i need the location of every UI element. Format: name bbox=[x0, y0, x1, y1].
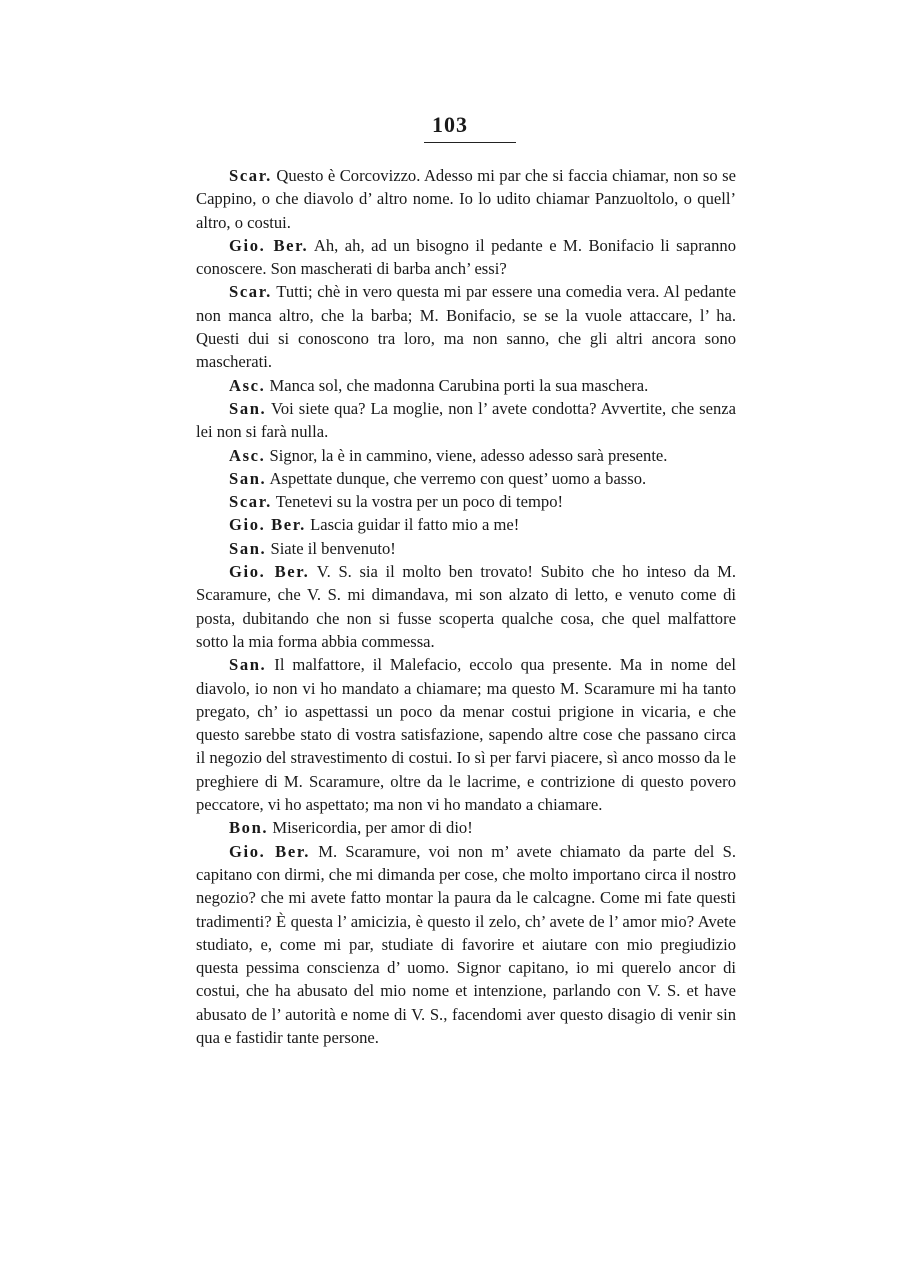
dialogue-text: Lascia guidar il fatto mio a me! bbox=[310, 515, 520, 535]
dialogue-text: M. Scaramure, voi non m’ avete chiamato da parte del S. capitano con dirmi, che mi dimanda per cose, che molto importano circa il nostro negozio? che mi avete fatto montar la paura da le calcagne. Come mi fate questi tradimenti? È questa l’ amicizia, è questo il zelo, ch’ avete de l’ amor mio? Avete studiato, e, come mi par, studiate di favorire et aiutare con mio pregiudizio questa pessima conscienza d’ uomo. Signor capitano, io mi querelo ancor di costui, che ha abusato del mio nome et intenzione, parlando con V. S. et have abusato de l’ autorità e nome di V. S., facendomi aver questo disagio di venir sin qua e fastidir tante persone. bbox=[196, 841, 736, 1047]
dialogue-paragraph bbox=[196, 374, 736, 397]
speaker-name: Gio. Ber. bbox=[229, 515, 306, 535]
dialogue-text: Manca sol, che madonna Carubina porti la sua maschera. bbox=[269, 375, 649, 395]
dialogue-text: Ah, ah, ad un bisogno il pedante e M. Bonifacio li sapranno conoscere. Son mascherati di barba anch’ essi? bbox=[196, 235, 737, 279]
dialogue-paragraph bbox=[196, 280, 736, 373]
dialogue-paragraph bbox=[196, 560, 736, 653]
page-number: 103 bbox=[432, 112, 468, 137]
dialogue-paragraph bbox=[196, 840, 736, 1050]
speaker-name: Asc. bbox=[229, 445, 266, 465]
dialogue-paragraph bbox=[196, 537, 736, 560]
dialogue-text: Questo è Corcovizzo. Adesso mi par che si faccia chiamar, non so se Cappino, o che diavolo d’ altro nome. Io lo udito chiamar Panzuoltolo, o quell’ altro, o costui. bbox=[196, 166, 736, 232]
speaker-name: San. bbox=[229, 655, 267, 675]
dialogue-paragraph bbox=[196, 164, 736, 234]
speaker-name: San. bbox=[229, 398, 267, 418]
dialogue-paragraph bbox=[196, 513, 736, 536]
speaker-name: Scar. bbox=[229, 166, 272, 185]
dialogue-text: Tutti; chè in vero questa mi par essere una comedia vera. Al pedante non manca altro, che la barba; M. Bonifacio, se se la vuole attaccare, l’ ha. Questi dui si conoscono tra loro, ma non sanno, che gli altri ancora sono mascherati. bbox=[196, 282, 736, 372]
dialogue-text: Voi siete qua? La moglie, non l’ avete condotta? Avvertite, che senza lei non si farà nulla. bbox=[196, 398, 736, 442]
dialogue-paragraph bbox=[196, 653, 736, 816]
dialogue-text: Misericordia, per amor di dio! bbox=[272, 818, 473, 838]
dialogue-paragraph bbox=[196, 444, 736, 467]
speaker-name: Gio. Ber. bbox=[229, 235, 309, 255]
dialogue-paragraph bbox=[196, 490, 736, 513]
dialogue-text: Il malfattore, il Malefacio, eccolo qua presente. Ma in nome del diavolo, io non vi ho mandato a chiamare; ma questo M. Scaramure mi ha tanto pregato, ch’ io aspettassi un poco da menar costui prigione in vicaria, e che questo sarebbe stato di vostra satisfazione, sapendo altre cose che passano circa il negozio del stravestimento di costui. Io sì per farvi piacere, sì anco mosso da le preghiere di M. Scaramure, oltre da le lacrime, e contrizione di questo povero peccatore, vi ho aspettato; ma non vi ho mandato a chiamare. bbox=[196, 655, 736, 815]
dialogue-text: Aspettate dunque, che verremo con quest’ uomo a basso. bbox=[269, 468, 647, 488]
speaker-name: Gio. Ber. bbox=[229, 562, 310, 582]
dialogue-paragraph bbox=[196, 397, 736, 444]
text-body bbox=[196, 164, 736, 1049]
dialogue-paragraph bbox=[196, 816, 736, 839]
speaker-name: Asc. bbox=[229, 375, 266, 395]
speaker-name: Scar. bbox=[229, 282, 272, 302]
header-rule bbox=[424, 142, 516, 143]
speaker-name: San. bbox=[229, 538, 267, 558]
dialogue-paragraph bbox=[196, 234, 736, 281]
dialogue-paragraph bbox=[196, 467, 736, 490]
speaker-name: Bon. bbox=[229, 818, 269, 838]
dialogue-text: Signor, la è in cammino, viene, adesso adesso sarà presente. bbox=[269, 445, 668, 465]
speaker-name: Scar. bbox=[229, 492, 272, 512]
dialogue-text: Siate il benvenuto! bbox=[270, 538, 396, 558]
speaker-name: San. bbox=[229, 468, 267, 488]
dialogue-text: V. S. sia il molto ben trovato! Subito che ho inteso da M. Scaramure, che V. S. mi dimandava, mi son alzato di letto, e venuto come di posta, dubitando che non si fusse scoperta qualche cosa, che quel malfattore sotto la mia forma abbia commessa. bbox=[196, 562, 736, 651]
dialogue-text: Tenetevi su la vostra per un poco di tempo! bbox=[275, 492, 564, 512]
speaker-name: Gio. Ber. bbox=[229, 841, 311, 861]
